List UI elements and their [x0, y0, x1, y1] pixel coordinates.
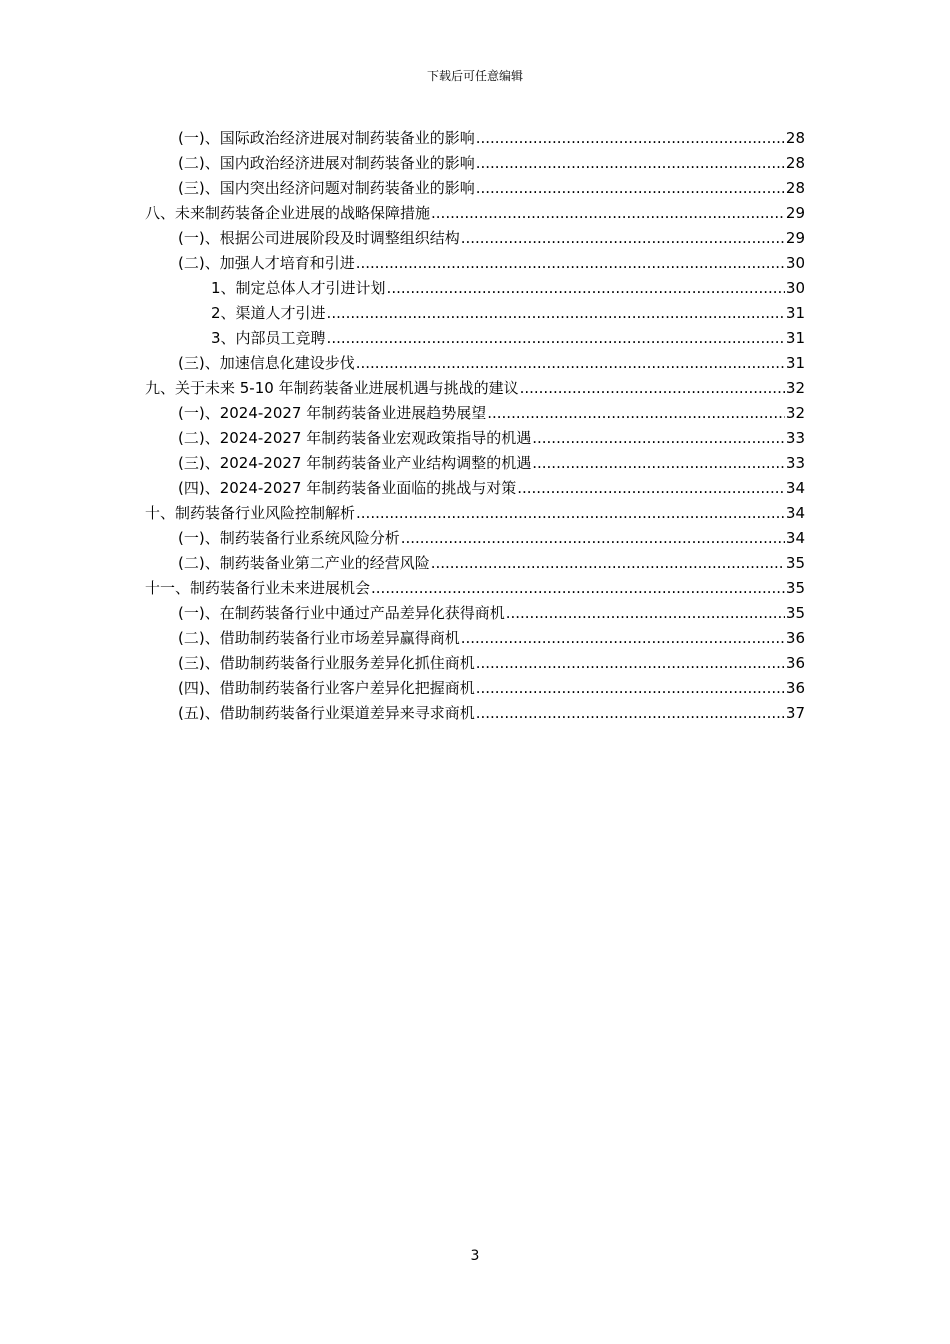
toc-dot-leader [327, 326, 785, 351]
toc-dot-leader [476, 151, 785, 176]
toc-entry-title: (二)、制药装备业第二产业的经营风险 [178, 554, 430, 572]
toc-entry[interactable] [0, 426, 805, 451]
toc-dot-leader [356, 251, 785, 276]
toc-page-number: 35 [785, 604, 805, 622]
toc-dot-leader [532, 426, 785, 451]
toc-entry[interactable] [0, 251, 805, 276]
toc-dot-leader [476, 676, 785, 701]
toc-entry[interactable] [0, 351, 805, 376]
toc-entry[interactable] [0, 201, 805, 226]
toc-entry[interactable] [0, 626, 805, 651]
toc-page-number: 29 [785, 204, 805, 222]
toc-dot-leader [401, 526, 785, 551]
page-number: 3 [470, 1248, 480, 1264]
toc-entry[interactable] [0, 676, 805, 701]
toc-page-number: 30 [785, 254, 805, 272]
toc-page-number: 36 [785, 654, 805, 672]
toc-entry-title: (四)、借助制药装备行业客户差异化把握商机 [178, 679, 475, 697]
toc-entry-title: 十一、制药装备行业未来进展机会 [145, 579, 371, 597]
toc-entry-title: (一)、制药装备行业系统风险分析 [178, 529, 400, 547]
toc-entry[interactable] [0, 376, 805, 401]
toc-entry[interactable] [0, 701, 805, 726]
toc-entry-title: 八、未来制药装备企业进展的战略保障措施 [145, 204, 431, 222]
toc-page-number: 31 [785, 354, 805, 372]
toc-dot-leader [517, 476, 785, 501]
toc-entry[interactable] [0, 651, 805, 676]
toc-dot-leader [520, 376, 785, 401]
toc-page-number: 28 [785, 129, 805, 147]
toc-entry[interactable] [0, 476, 805, 501]
toc-page-number: 36 [785, 679, 805, 697]
toc-entry-title: (三)、2024-2027 年制药装备业产业结构调整的机遇 [178, 454, 532, 472]
toc-page-number: 29 [785, 229, 805, 247]
toc-page-number: 34 [785, 529, 805, 547]
toc-entry-title: (一)、在制药装备行业中通过产品差异化获得商机 [178, 604, 505, 622]
toc-entry-title: (三)、加速信息化建设步伐 [178, 354, 355, 372]
toc-dot-leader [431, 201, 785, 226]
toc-entry-title: 3、内部员工竞聘 [211, 329, 326, 347]
toc-entry[interactable] [0, 151, 805, 176]
toc-page-number: 28 [785, 154, 805, 172]
toc-entry-title: (一)、国际政治经济进展对制药装备业的影响 [178, 129, 475, 147]
toc-dot-leader [476, 126, 785, 151]
toc-page-number: 33 [785, 429, 805, 447]
toc-dot-leader [476, 701, 785, 726]
toc-entry-title: (二)、2024-2027 年制药装备业宏观政策指导的机遇 [178, 429, 532, 447]
toc-entry-title: (三)、借助制药装备行业服务差异化抓住商机 [178, 654, 475, 672]
toc-entry[interactable] [0, 126, 805, 151]
toc-entry[interactable] [0, 601, 805, 626]
toc-dot-leader [371, 576, 785, 601]
toc-entry-title: 十、制药装备行业风险控制解析 [145, 504, 356, 522]
toc-entry[interactable] [0, 451, 805, 476]
toc-page-number: 32 [785, 379, 805, 397]
table-of-contents [0, 126, 950, 726]
toc-page-number: 28 [785, 179, 805, 197]
toc-entry[interactable] [0, 226, 805, 251]
toc-entry[interactable] [0, 501, 805, 526]
toc-entry-title: 1、制定总体人才引进计划 [211, 279, 386, 297]
toc-entry-title: (一)、2024-2027 年制药装备业进展趋势展望 [178, 404, 487, 422]
toc-entry-title: (一)、根据公司进展阶段及时调整组织结构 [178, 229, 460, 247]
toc-dot-leader [356, 501, 785, 526]
toc-entry-title: (五)、借助制药装备行业渠道差异来寻求商机 [178, 704, 475, 722]
toc-page-number: 31 [785, 329, 805, 347]
toc-page-number: 36 [785, 629, 805, 647]
toc-page-number: 34 [785, 504, 805, 522]
toc-entry-title: (三)、国内突出经济问题对制药装备业的影响 [178, 179, 475, 197]
toc-dot-leader [476, 176, 785, 201]
toc-entry[interactable] [0, 276, 805, 301]
toc-entry-title: 2、渠道人才引进 [211, 304, 326, 322]
toc-dot-leader [476, 651, 785, 676]
toc-page-number: 35 [785, 579, 805, 597]
toc-entry[interactable] [0, 176, 805, 201]
toc-page-number: 35 [785, 554, 805, 572]
toc-dot-leader [461, 626, 785, 651]
toc-entry[interactable] [0, 526, 805, 551]
toc-page-number: 33 [785, 454, 805, 472]
toc-dot-leader [431, 551, 785, 576]
toc-page-number: 32 [785, 404, 805, 422]
toc-dot-leader [532, 451, 785, 476]
toc-entry-title: (四)、2024-2027 年制药装备业面临的挑战与对策 [178, 479, 517, 497]
toc-entry[interactable] [0, 301, 805, 326]
toc-entry-title: (二)、加强人才培育和引进 [178, 254, 355, 272]
page-header: 下载后可任意编辑 [426, 69, 523, 83]
toc-dot-leader [461, 226, 785, 251]
toc-dot-leader [356, 351, 785, 376]
toc-dot-leader [387, 276, 785, 301]
toc-entry[interactable] [0, 326, 805, 351]
toc-dot-leader [506, 601, 785, 626]
toc-entry[interactable] [0, 401, 805, 426]
toc-page-number: 31 [785, 304, 805, 322]
toc-entry[interactable] [0, 576, 805, 601]
toc-entry-title: (二)、借助制药装备行业市场差异赢得商机 [178, 629, 460, 647]
toc-entry-title: (二)、国内政治经济进展对制药装备业的影响 [178, 154, 475, 172]
toc-page-number: 34 [785, 479, 805, 497]
toc-page-number: 37 [785, 704, 805, 722]
toc-page-number: 30 [785, 279, 805, 297]
toc-dot-leader [487, 401, 785, 426]
toc-dot-leader [327, 301, 785, 326]
toc-entry[interactable] [0, 551, 805, 576]
toc-entry-title: 九、关于未来 5-10 年制药装备业进展机遇与挑战的建议 [145, 379, 519, 397]
